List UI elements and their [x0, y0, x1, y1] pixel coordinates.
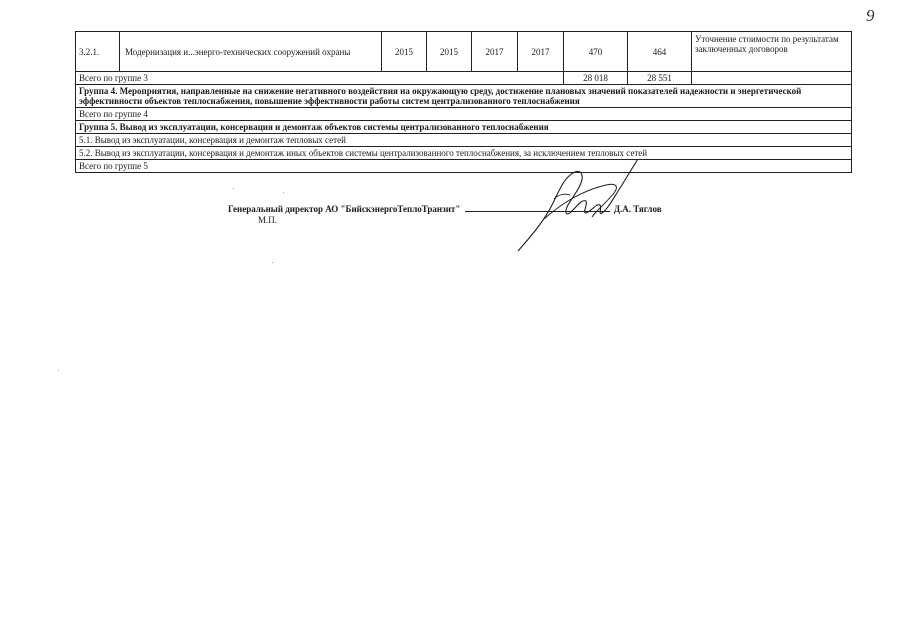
total-group-3-value-1: 28 018 [564, 72, 628, 85]
item-number: 3.2.1. [76, 32, 120, 72]
total-group-5-label: Всего по группе 5 [76, 160, 852, 173]
table-row-5-2 [76, 147, 852, 160]
item-note: Уточнение стоимости по результатам заключенных договоров [692, 32, 852, 72]
item-name: Модернизация и...энерго-технических сооружений охраны [120, 32, 382, 72]
item-5-2: 5.2. Вывод из эксплуатации, консервация и демонтаж иных объектов системы централизованного теплоснабжения, за исключением тепловых сетей [76, 147, 852, 160]
item-value-1: 470 [564, 32, 628, 72]
item-year-3: 2017 [472, 32, 518, 72]
handwritten-signature-icon [510, 155, 650, 255]
investment-program-table [75, 31, 852, 173]
table-row-5-1 [76, 134, 852, 147]
item-value-2: 464 [628, 32, 692, 72]
item-year-2: 2015 [427, 32, 472, 72]
table-row-total-group-5 [76, 160, 852, 173]
stamp-placeholder: М.П. [258, 215, 278, 225]
item-year-4: 2017 [518, 32, 564, 72]
scan-speck [283, 192, 284, 193]
scan-speck [272, 262, 273, 263]
table-row-3-2-1 [76, 32, 852, 72]
item-5-1: 5.1. Вывод из эксплуатации, консервация и демонтаж тепловых сетей [76, 134, 852, 147]
table-row-group-4-header [76, 85, 852, 108]
signatory-name: Д.А. Тяглов [613, 204, 662, 214]
signatory-position: Генеральный директор АО "БийскэнергоТеплоТранзит" [228, 204, 461, 214]
total-group-3-note [692, 72, 852, 85]
group-4-header: Группа 4. Мероприятия, направленные на снижение негативного воздействия на окружающую среду, достижение плановых значений показателей надежности и энергетической эффективности объектов теплоснабжения, повышение эффективности работы систем централизованного теплоснабжения [76, 85, 852, 108]
scan-speck [58, 370, 59, 371]
total-group-3-value-2: 28 551 [628, 72, 692, 85]
item-year-1: 2015 [382, 32, 427, 72]
total-group-3-label: Всего по группе 3 [76, 72, 564, 85]
table-row-total-group-4 [76, 108, 852, 121]
total-group-4-label: Всего по группе 4 [76, 108, 852, 121]
page-number: 9 [866, 6, 875, 25]
table-row-group-5-header [76, 121, 852, 134]
table-row-total-group-3 [76, 72, 852, 85]
group-5-header: Группа 5. Вывод из эксплуатации, консервация и демонтаж объектов системы централизованного теплоснабжения [76, 121, 852, 134]
scan-speck [233, 188, 234, 189]
